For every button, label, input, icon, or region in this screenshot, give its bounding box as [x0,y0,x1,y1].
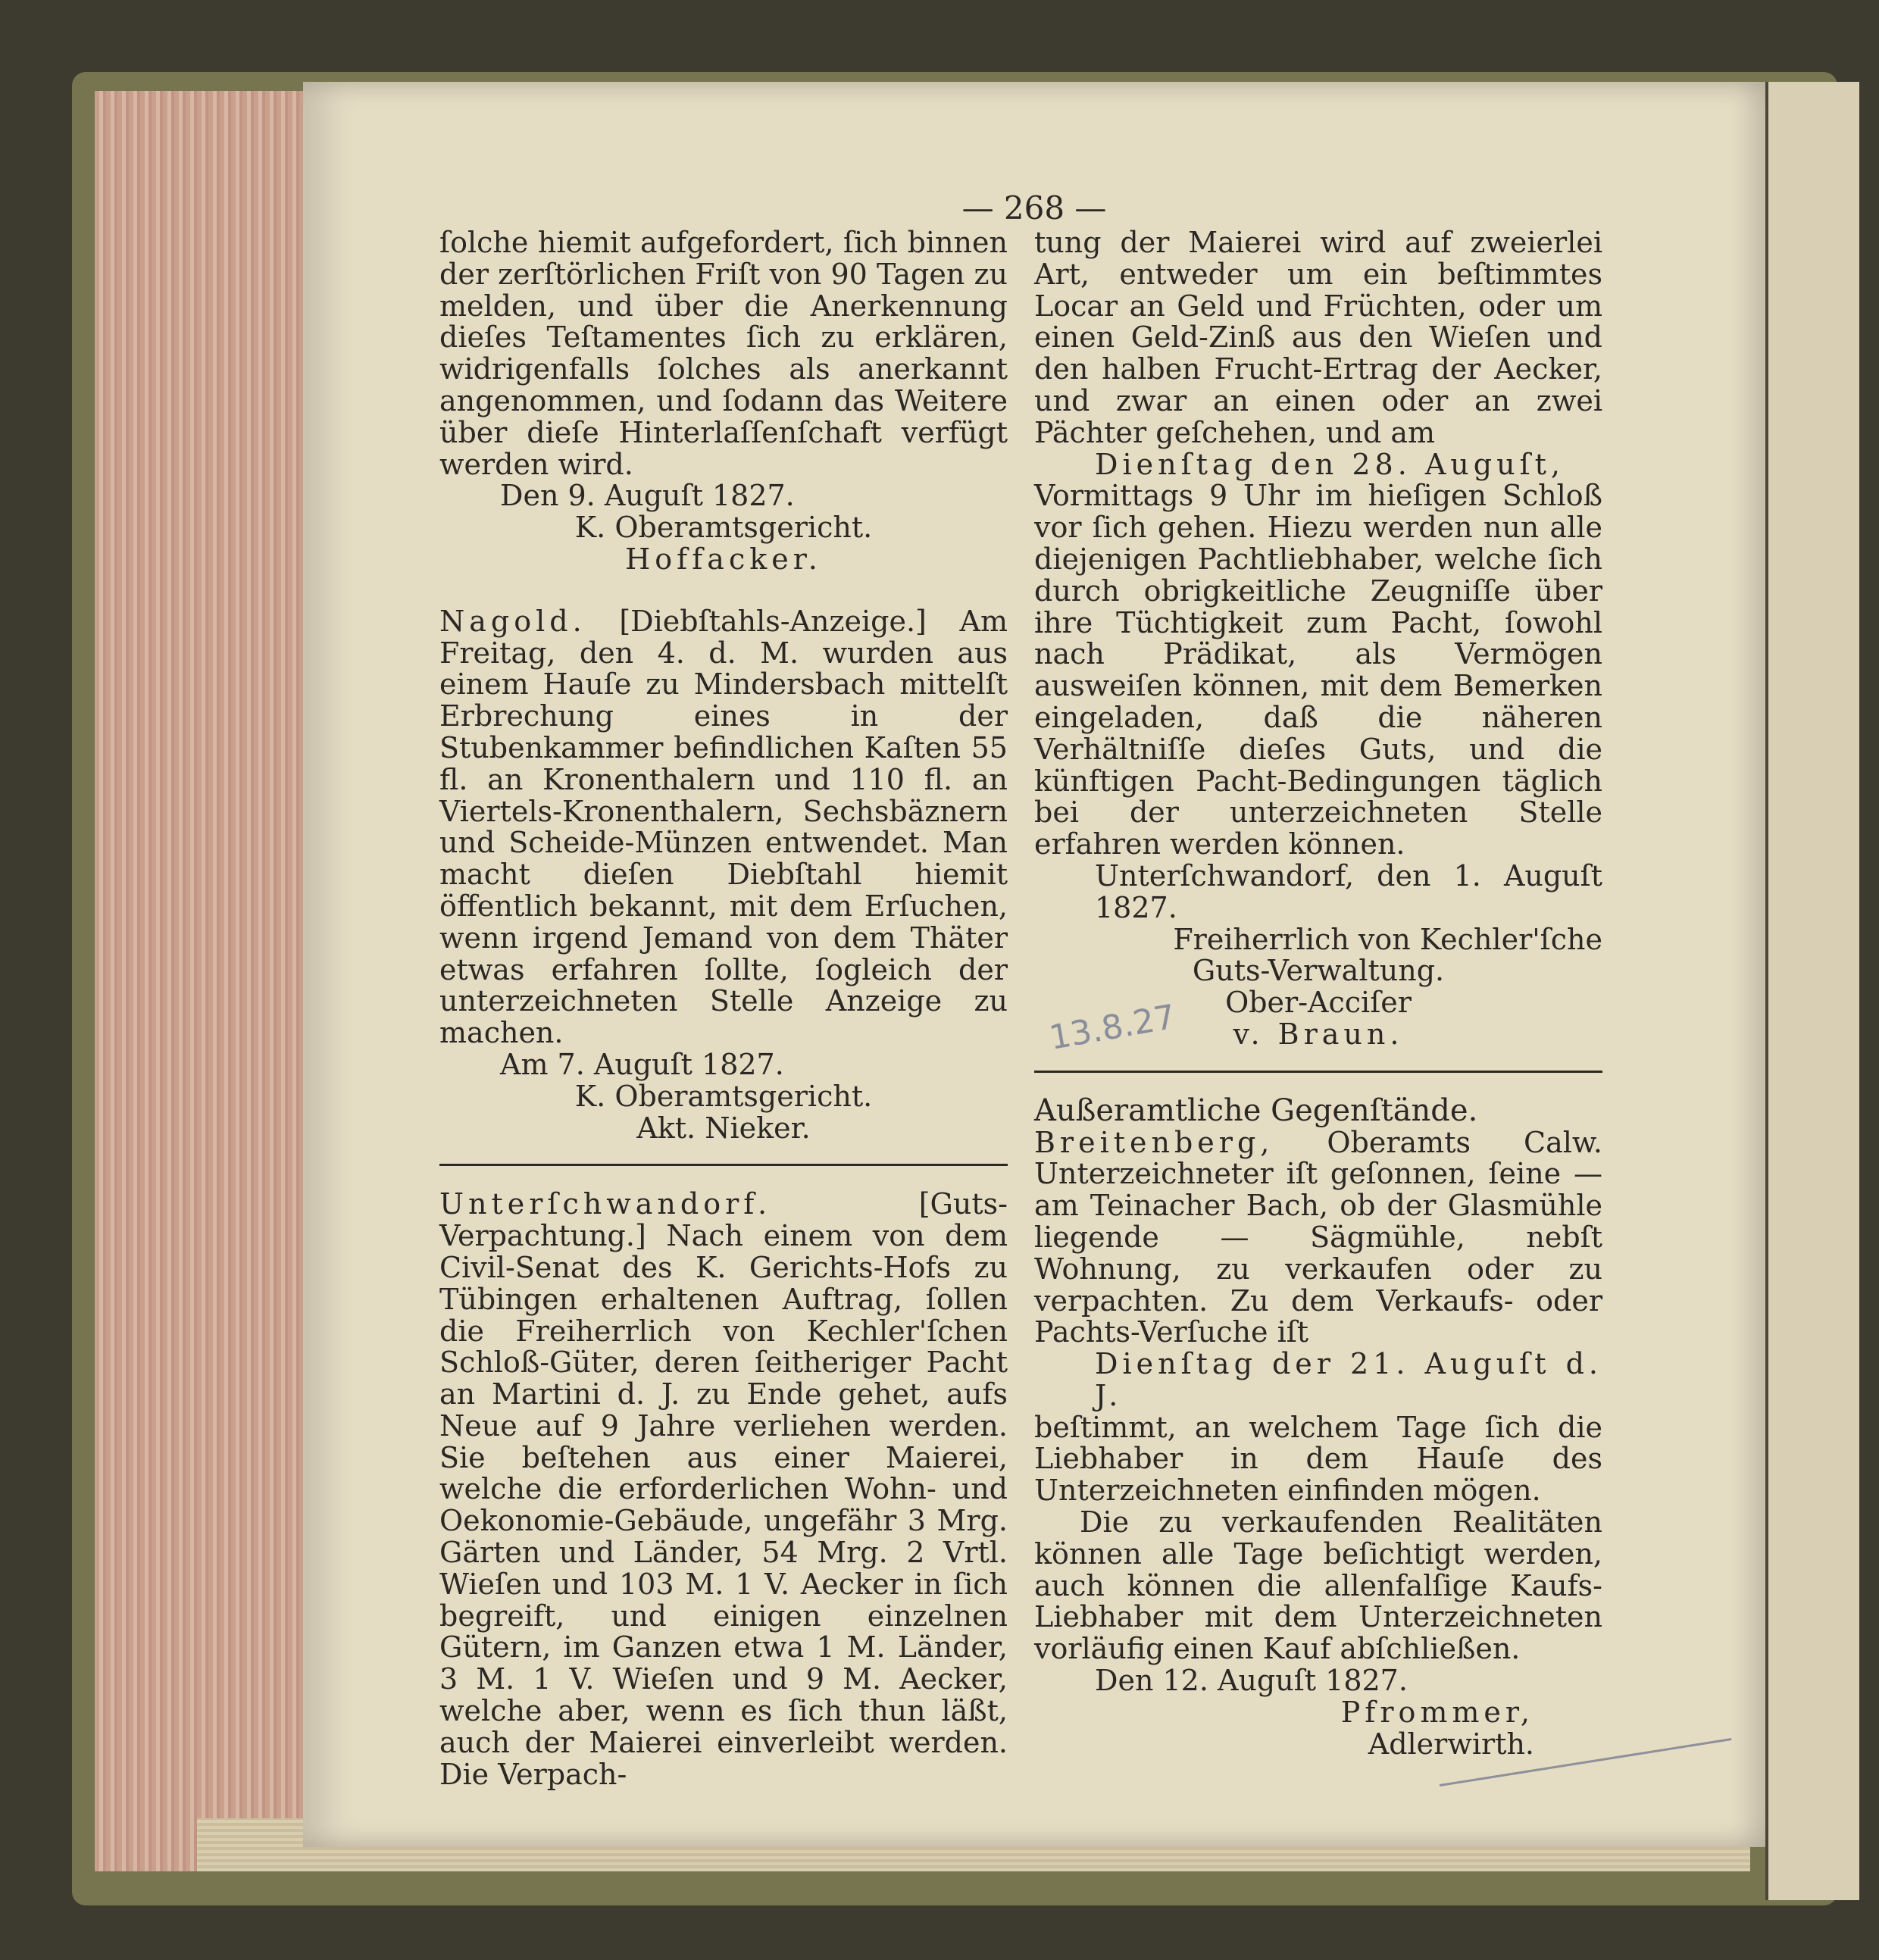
section-divider [439,1164,1008,1166]
notice-date: Dienſtag der 21. Auguſt d. J. [1095,1347,1602,1412]
notice-text [1034,1127,1602,1349]
notice-body: [Diebſtahls-Anzeige.] Am Freitag, den 4. d. M. wurden aus einem Hauſe zu Mindersbach mittelſt Erbrechung eines in der Stubenkammer befindlichen Kaſten 55 fl. an Kronenthalern und 110 fl. an Viertels-Kronenthalern, Sechsbäznern und Scheide-Münzen entwendet. Man macht dieſen Diebſtahl hiemit öffentlich bekannt, mit dem Erſuchen, wenn irgend Jemand von dem Thäter etwas erfahren ſollte, ſogleich der unterzeichneten Stelle Anzeige zu machen. [439,604,1008,1050]
notice-place: Unterſchwandorf. [439,1187,772,1221]
notice-place: Breitenberg, [1034,1125,1274,1159]
notice-signature-name: Hoffacker. [625,542,822,576]
right-column [1034,227,1602,1760]
notice-text [439,1189,1008,1790]
notice-text: tung der Maierei wird auf zweierlei Art, entweder um ein beſtimmtes Locar an Geld und Früchten, oder um einen Geld-Zinß aus den Wieſen und den halben Frucht-Ertrag der Aecker, und zwar an einen oder an zwei Pächter geſchehen, und am [1034,226,1602,449]
left-column [439,227,1008,1790]
notice-text: beſtimmt, an welchem Tage ſich die Liebhaber in dem Hauſe des Unterzeichneten einfinden mögen. [1034,1410,1602,1508]
notice-body: [Guts-Verpachtung.] Nach einem von dem Civil-Senat des K. Gerichts-Hofs zu Tübingen erhaltenen Auftrag, ſollen die Freiherrlich von Kechler'ſchen Schloß-Güter, deren ſeitheriger Pacht an Martini d. J. zu Ende gehet, aufs Neue auf 9 Jahre verliehen werden. Sie beſtehen aus einer Maierei, welche die erforderlichen Wohn- und Oekonomie-Gebäude, ungefähr 3 Mrg. Gärten und Länder, 54 Mrg. 2 Vrtl. Wieſen und 103 M. 1 V. Aecker in ſich begreift, und einigen einzelnen Gütern, im Ganzen etwa 1 M. Länder, 3 M. 1 V. Wieſen und 9 M. Aecker, welche aber, wenn es ſich thun läßt, auch der Maierei einverleibt werden. Die Verpach- [439,1187,1008,1791]
notice-signature-office: Guts-Verwaltung. [1192,954,1445,988]
notice-date: Am 7. Auguſt 1827. [500,1047,784,1081]
section-divider [1034,1071,1602,1073]
notice-signature-name: Akt. Nieker. [636,1111,811,1145]
notice-date: Unterſchwandorf, den 1. Auguſt 1827. [1095,858,1602,924]
notice-signature-office: Freiherrlich von Kechler'ſche [1173,922,1602,956]
notice-text: Die zu verkaufenden Realitäten können alle Tage beſichtigt werden, auch können die allenfalſige Kaufs-Liebhaber mit dem Unterzeichneten vorläufig einen Kauf abſchließen. [1034,1505,1602,1666]
notice-place: Nagold. [439,604,586,638]
pencil-date-note: 13.8.27 [1046,997,1179,1058]
notice-signature-office: K. Oberamtsgericht. [574,511,873,545]
notice-body: Oberamts Calw. Unterzeichneter iſt geſonnen, ſeine — am Teinacher Bach, ob der Glasmühle liegende — Sägmühle, nebſt Wohnung, zu verkaufen oder zu verpachten. Zu dem Verkaufs- oder Pachts-Verſuche iſt [1034,1125,1602,1349]
notice-signature-title: Ober-Acciſer [1225,986,1412,1020]
notice-signature-name: v. Braun. [1233,1017,1404,1051]
page-edges [95,91,322,1871]
notice-date: Dienſtag den 28. Auguſt, [1095,447,1565,481]
notice-text [439,606,1008,1049]
section-heading: Außeramtliche Gegenſtände. [1034,1093,1478,1128]
notice-signature-office: K. Oberamtsgericht. [574,1079,873,1113]
page-number: — 268 — [961,189,1107,227]
notice-date: Den 12. Auguſt 1827. [1095,1664,1408,1698]
notice-signature-name: Pfrommer, [1340,1695,1534,1729]
notice-signature-title: Adlerwirth. [1368,1727,1534,1761]
next-page-edge [1765,82,1859,1900]
notice-text: Vormittags 9 Uhr im hieſigen Schloß vor ſich gehen. Hiezu werden nun alle diejenigen Pachtliebhaber, welche ſich durch obrigkeitliche Zeugniſſe über ihre Tüchtigkeit zum Pacht, ſowohl nach Prädikat, als Vermögen ausweiſen können, mit dem Bemerken eingeladen, daß die näheren Verhältniſſe dieſes Guts, und die künftigen Pacht-Bedingungen täglich bei der unterzeichneten Stelle erfahren werden können. [1034,479,1602,861]
notice-text: ſolche hiemit aufgefordert, ſich binnen der zerſtörlichen Friſt von 90 Tagen zu melden, und über die Anerkennung dieſes Teſtamentes ſich zu erklären, widrigenfalls ſolches als anerkannt angenommen, und ſodann das Weitere über dieſe Hinterlaſſenſchaft verfügt werden wird. [439,226,1008,481]
notice-date: Den 9. Auguſt 1827. [500,479,795,513]
